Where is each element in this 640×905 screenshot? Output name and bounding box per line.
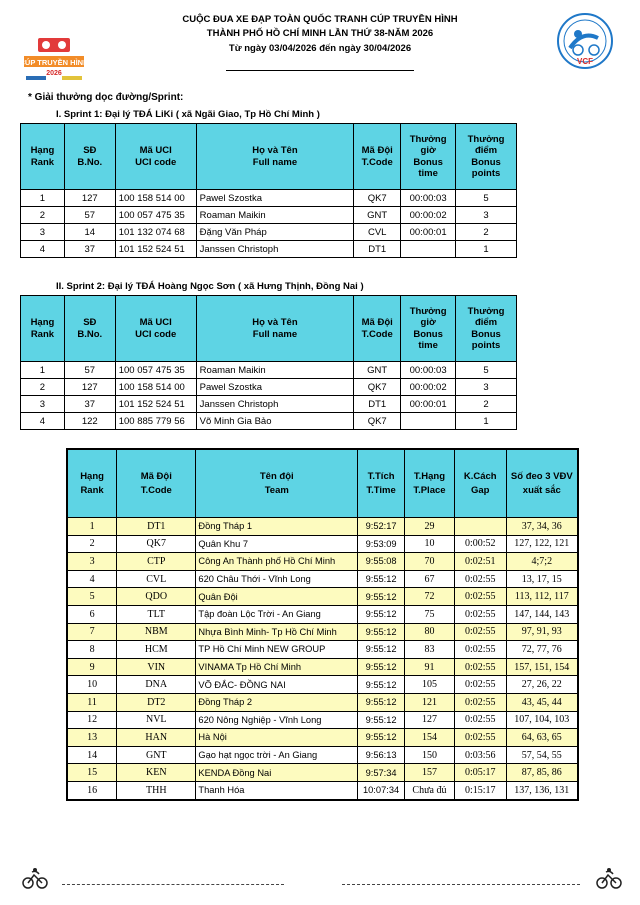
bonus-time-cell: 00:00:01: [401, 396, 456, 413]
code-cell: DNA: [117, 676, 196, 694]
team-cell: GNT: [354, 362, 401, 379]
bonus-time-cell: [401, 241, 456, 258]
gap-cell: 0:02:55: [454, 641, 506, 659]
gap-cell: 0:00:52: [454, 535, 506, 553]
rank-cell: 4: [21, 241, 65, 258]
uci-cell: 100 057 475 35: [115, 207, 196, 224]
place-cell: Chưa đủ: [405, 781, 455, 799]
team-cell: QK7: [354, 413, 401, 430]
rank-cell: 8: [67, 641, 117, 659]
team-name-cell: Đồng Tháp 1: [196, 518, 358, 536]
cyclist-icon: [596, 866, 622, 890]
rank-cell: 16: [67, 781, 117, 799]
bonus-time-cell: 00:00:02: [401, 379, 456, 396]
bonus-time-cell: 00:00:02: [401, 207, 456, 224]
table-row: [67, 676, 578, 694]
time-cell: 9:55:12: [358, 588, 405, 606]
gap-cell: 0:03:56: [454, 746, 506, 764]
gap-cell: 0:02:55: [454, 570, 506, 588]
header-divider: [226, 70, 414, 71]
rank-cell: 2: [21, 207, 65, 224]
team-cell: QK7: [354, 190, 401, 207]
place-cell: 29: [405, 518, 455, 536]
name-cell: Võ Minh Gia Bảo: [196, 413, 354, 430]
team-name-cell: Đồng Tháp 2: [196, 693, 358, 711]
table-row: [21, 241, 517, 258]
bib-cell: 57: [64, 207, 115, 224]
time-cell: 9:55:12: [358, 676, 405, 694]
rank-cell: 10: [67, 676, 117, 694]
rank-cell: 12: [67, 711, 117, 729]
code-cell: DT1: [117, 518, 196, 536]
time-cell: 10:07:34: [358, 781, 405, 799]
sprint2-table: [20, 295, 517, 430]
place-cell: 83: [405, 641, 455, 659]
place-cell: 127: [405, 711, 455, 729]
footer-divider-right: [342, 884, 580, 885]
team-name-cell: Tập đoàn Lộc Trời - An Giang: [196, 605, 358, 623]
table-row: [67, 693, 578, 711]
rank-cell: 13: [67, 729, 117, 747]
table-row: [21, 224, 517, 241]
time-cell: 9:55:12: [358, 570, 405, 588]
col-name: Họ và Tên Full name: [196, 124, 354, 190]
header-line-1: CUỘC ĐUA XE ĐẠP TOÀN QUỐC TRANH CÚP TRUYỀN HÌNH: [182, 14, 458, 25]
col-team: Mã Đội T.Code: [354, 296, 401, 362]
bibs-cell: 147, 144, 143: [506, 605, 578, 623]
col-uci: Mã UCI UCI code: [115, 124, 196, 190]
col-team: Mã Đội T.Code: [354, 124, 401, 190]
code-cell: THH: [117, 781, 196, 799]
name-cell: Đặng Văn Pháp: [196, 224, 354, 241]
footer-divider-left: [62, 884, 284, 885]
uci-cell: 101 132 074 68: [115, 224, 196, 241]
bonus-time-cell: 00:00:03: [401, 190, 456, 207]
uci-cell: 100 885 779 56: [115, 413, 196, 430]
code-cell: GNT: [117, 746, 196, 764]
name-cell: Pawel Szostka: [196, 190, 354, 207]
time-cell: 9:55:12: [358, 711, 405, 729]
table-row: [67, 570, 578, 588]
team-cell: DT1: [354, 241, 401, 258]
place-cell: 105: [405, 676, 455, 694]
bonus-points-cell: 5: [456, 190, 517, 207]
rank-cell: 3: [67, 553, 117, 571]
bibs-cell: 27, 26, 22: [506, 676, 578, 694]
bibs-cell: 57, 54, 55: [506, 746, 578, 764]
name-cell: Roaman Maikin: [196, 362, 354, 379]
name-cell: Pawel Szostka: [196, 379, 354, 396]
time-cell: 9:52:17: [358, 518, 405, 536]
team-col-time: T.Tích T.Time: [358, 449, 405, 518]
header-line-2: THÀNH PHỐ HỒ CHÍ MINH LẦN THỨ 38-NĂM 2026: [206, 28, 434, 39]
col-bonus-points: Thưởng điểm Bonus points: [456, 296, 517, 362]
rank-cell: 5: [67, 588, 117, 606]
gap-cell: 0:02:55: [454, 588, 506, 606]
bibs-cell: 37, 34, 36: [506, 518, 578, 536]
time-cell: 9:55:12: [358, 641, 405, 659]
name-cell: Roaman Maikin: [196, 207, 354, 224]
bonus-time-cell: 00:00:03: [401, 362, 456, 379]
bibs-cell: 13, 17, 15: [506, 570, 578, 588]
team-cell: DT1: [354, 396, 401, 413]
bibs-cell: 137, 136, 131: [506, 781, 578, 799]
gap-cell: 0:02:55: [454, 605, 506, 623]
team-name-cell: VÕ ĐẮC- ĐỒNG NAI: [196, 676, 358, 694]
gap-cell: 0:02:55: [454, 693, 506, 711]
team-name-cell: Quân Đội: [196, 588, 358, 606]
rank-cell: 2: [21, 379, 65, 396]
team-col-rank: Hạng Rank: [67, 449, 117, 518]
place-cell: 70: [405, 553, 455, 571]
time-cell: 9:55:12: [358, 623, 405, 641]
rank-cell: 1: [21, 362, 65, 379]
rank-cell: 1: [67, 518, 117, 536]
rank-cell: 4: [21, 413, 65, 430]
bonus-points-cell: 2: [456, 224, 517, 241]
bib-cell: 14: [64, 224, 115, 241]
bibs-cell: 72, 77, 76: [506, 641, 578, 659]
team-cell: GNT: [354, 207, 401, 224]
team-name-cell: KENDA Đồng Nai: [196, 764, 358, 782]
time-cell: 9:57:34: [358, 764, 405, 782]
bibs-cell: 113, 112, 117: [506, 588, 578, 606]
table-row: [67, 764, 578, 782]
table-row: [21, 413, 517, 430]
team-table: [66, 448, 579, 801]
col-bonus-time: Thưởng giờ Bonus time: [401, 124, 456, 190]
rank-cell: 6: [67, 605, 117, 623]
bibs-cell: 157, 151, 154: [506, 658, 578, 676]
rank-cell: 7: [67, 623, 117, 641]
name-cell: Janssen Christoph: [196, 241, 354, 258]
col-bonus-time: Thưởng giờ Bonus time: [401, 296, 456, 362]
bib-cell: 37: [64, 396, 115, 413]
rank-cell: 1: [21, 190, 65, 207]
place-cell: 150: [405, 746, 455, 764]
code-cell: DT2: [117, 693, 196, 711]
bibs-cell: 64, 63, 65: [506, 729, 578, 747]
gap-cell: 0:02:55: [454, 623, 506, 641]
team-col-bibs: Số đeo 3 VĐV xuất sắc: [506, 449, 578, 518]
vcf-logo: [556, 12, 614, 70]
bibs-cell: 4;7;2: [506, 553, 578, 571]
bib-cell: 127: [64, 379, 115, 396]
code-cell: CVL: [117, 570, 196, 588]
code-cell: CTP: [117, 553, 196, 571]
time-cell: 9:55:12: [358, 729, 405, 747]
team-name-cell: Hà Nội: [196, 729, 358, 747]
bonus-time-cell: 00:00:01: [401, 224, 456, 241]
place-cell: 75: [405, 605, 455, 623]
team-name-cell: Thanh Hóa: [196, 781, 358, 799]
code-cell: VIN: [117, 658, 196, 676]
place-cell: 154: [405, 729, 455, 747]
place-cell: 157: [405, 764, 455, 782]
table-row: [21, 207, 517, 224]
bonus-points-cell: 1: [456, 413, 517, 430]
rank-cell: 14: [67, 746, 117, 764]
rank-cell: 3: [21, 224, 65, 241]
code-cell: HAN: [117, 729, 196, 747]
table-row: [67, 605, 578, 623]
gap-cell: 0:02:55: [454, 676, 506, 694]
code-cell: TLT: [117, 605, 196, 623]
place-cell: 121: [405, 693, 455, 711]
col-bib: SĐ B.No.: [64, 124, 115, 190]
gap-cell: [454, 518, 506, 536]
col-rank: Hạng Rank: [21, 124, 65, 190]
table-row: [21, 396, 517, 413]
code-cell: NVL: [117, 711, 196, 729]
sprint1-title: I. Sprint 1: Đại lý TĐÁ LiKi ( xã Ngãi Giao, Tp Hồ Chí Minh ): [56, 109, 320, 120]
gap-cell: 0:02:55: [454, 711, 506, 729]
sprint1-table: [20, 123, 517, 258]
bib-cell: 122: [64, 413, 115, 430]
table-row: [67, 746, 578, 764]
svg-text:2026: 2026: [46, 70, 62, 77]
team-cell: QK7: [354, 379, 401, 396]
section-title: * Giải thưởng dọc đường/Sprint:: [28, 92, 184, 103]
time-cell: 9:56:13: [358, 746, 405, 764]
col-name: Họ và Tên Full name: [196, 296, 354, 362]
table-row: [67, 518, 578, 536]
table-row: [67, 658, 578, 676]
place-cell: 67: [405, 570, 455, 588]
bibs-cell: 107, 104, 103: [506, 711, 578, 729]
col-uci: Mã UCI UCI code: [115, 296, 196, 362]
team-name-cell: Quân Khu 7: [196, 535, 358, 553]
time-cell: 9:53:09: [358, 535, 405, 553]
svg-text:CÚP TRUYỀN HÌNH: CÚP TRUYỀN HÌNH: [19, 58, 89, 67]
col-bib: SĐ B.No.: [64, 296, 115, 362]
bonus-points-cell: 3: [456, 207, 517, 224]
rank-cell: 15: [67, 764, 117, 782]
bonus-points-cell: 3: [456, 379, 517, 396]
table-row: [67, 781, 578, 799]
team-name-cell: TP Hồ Chí Minh NEW GROUP: [196, 641, 358, 659]
code-cell: KEN: [117, 764, 196, 782]
bonus-points-cell: 1: [456, 241, 517, 258]
uci-cell: 101 152 524 51: [115, 241, 196, 258]
table-row: [67, 641, 578, 659]
col-bonus-points: Thưởng điểm Bonus points: [456, 124, 517, 190]
code-cell: NBM: [117, 623, 196, 641]
team-cell: CVL: [354, 224, 401, 241]
header-line-3: Từ ngày 03/04/2026 đến ngày 30/04/2026: [228, 43, 412, 54]
time-cell: 9:55:12: [358, 658, 405, 676]
team-col-name: Tên đội Team: [196, 449, 358, 518]
uci-cell: 100 158 514 00: [115, 379, 196, 396]
gap-cell: 0:15:17: [454, 781, 506, 799]
rank-cell: 9: [67, 658, 117, 676]
place-cell: 80: [405, 623, 455, 641]
team-col-place: T.Hạng T.Place: [405, 449, 455, 518]
bibs-cell: 43, 45, 44: [506, 693, 578, 711]
team-col-gap: K.Cách Gap: [454, 449, 506, 518]
code-cell: QK7: [117, 535, 196, 553]
bibs-cell: 97, 91, 93: [506, 623, 578, 641]
team-name-cell: 620 Châu Thới - Vĩnh Long: [196, 570, 358, 588]
bibs-cell: 127, 122, 121: [506, 535, 578, 553]
table-row: [67, 535, 578, 553]
bonus-points-cell: 2: [456, 396, 517, 413]
table-row: [67, 623, 578, 641]
rank-cell: 2: [67, 535, 117, 553]
svg-text:VCF: VCF: [577, 57, 593, 66]
table-row: [67, 553, 578, 571]
gap-cell: 0:02:55: [454, 729, 506, 747]
uci-cell: 100 158 514 00: [115, 190, 196, 207]
bib-cell: 127: [64, 190, 115, 207]
cup-logo: [19, 36, 89, 80]
table-row: [67, 729, 578, 747]
team-name-cell: Công An Thành phố Hồ Chí Minh: [196, 553, 358, 571]
code-cell: HCM: [117, 641, 196, 659]
team-name-cell: 620 Nông Nghiệp - Vĩnh Long: [196, 711, 358, 729]
rank-cell: 3: [21, 396, 65, 413]
table-row: [67, 711, 578, 729]
table-row: [21, 190, 517, 207]
cyclist-icon: [22, 866, 48, 890]
sprint2-title: II. Sprint 2: Đại lý TĐÁ Hoàng Ngọc Sơn ( xã Hưng Thịnh, Đồng Nai ): [56, 281, 364, 292]
place-cell: 10: [405, 535, 455, 553]
code-cell: QDO: [117, 588, 196, 606]
table-row: [21, 362, 517, 379]
team-name-cell: Gạo hạt ngọc trời - An Giang: [196, 746, 358, 764]
bib-cell: 57: [64, 362, 115, 379]
rank-cell: 11: [67, 693, 117, 711]
place-cell: 91: [405, 658, 455, 676]
gap-cell: 0:02:51: [454, 553, 506, 571]
bibs-cell: 87, 85, 86: [506, 764, 578, 782]
table-row: [21, 379, 517, 396]
table-row: [67, 588, 578, 606]
team-name-cell: Nhựa Bình Minh- Tp Hồ Chí Minh: [196, 623, 358, 641]
time-cell: 9:55:12: [358, 605, 405, 623]
uci-cell: 100 057 475 35: [115, 362, 196, 379]
bib-cell: 37: [64, 241, 115, 258]
name-cell: Janssen Christoph: [196, 396, 354, 413]
bonus-time-cell: [401, 413, 456, 430]
time-cell: 9:55:12: [358, 693, 405, 711]
bonus-points-cell: 5: [456, 362, 517, 379]
gap-cell: 0:05:17: [454, 764, 506, 782]
time-cell: 9:55:08: [358, 553, 405, 571]
uci-cell: 101 152 524 51: [115, 396, 196, 413]
rank-cell: 4: [67, 570, 117, 588]
team-name-cell: VINAMA Tp Hồ Chí Minh: [196, 658, 358, 676]
team-col-code: Mã Đội T.Code: [117, 449, 196, 518]
col-rank: Hạng Rank: [21, 296, 65, 362]
place-cell: 72: [405, 588, 455, 606]
gap-cell: 0:02:55: [454, 658, 506, 676]
